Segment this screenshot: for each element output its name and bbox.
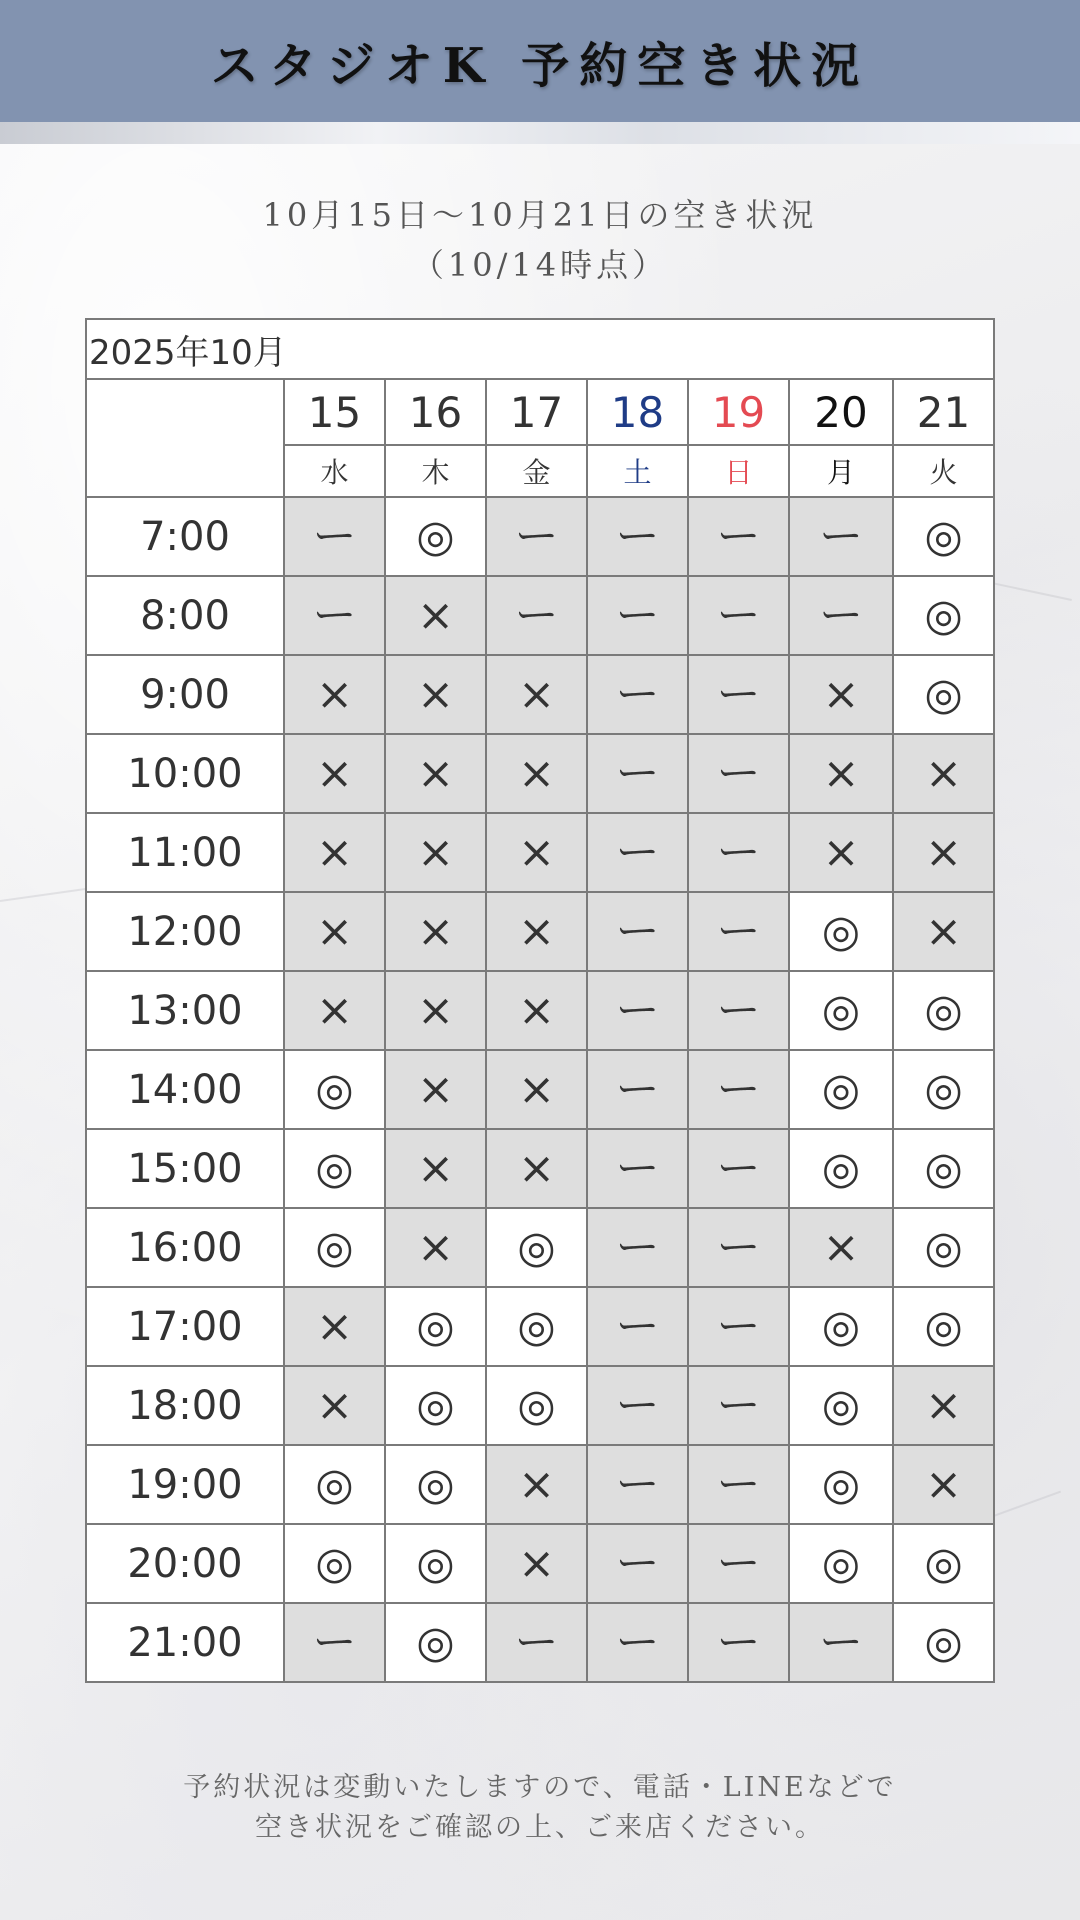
time-label: 16:00 bbox=[86, 1208, 284, 1287]
slot-booked: × bbox=[385, 734, 486, 813]
day-weekday-18: 土 bbox=[587, 445, 688, 497]
day-weekday-16: 木 bbox=[385, 445, 486, 497]
time-label: 12:00 bbox=[86, 892, 284, 971]
slot-unavailable: ー bbox=[688, 1129, 789, 1208]
slot-booked: × bbox=[893, 734, 994, 813]
page-title: スタジオK 予約空き状況 bbox=[210, 37, 870, 94]
slot-unavailable: ー bbox=[688, 1050, 789, 1129]
slot-unavailable: ー bbox=[587, 1129, 688, 1208]
slot-unavailable: ー bbox=[587, 1603, 688, 1682]
table-row bbox=[86, 1366, 994, 1445]
slot-available: ◎ bbox=[284, 1524, 385, 1603]
slot-booked: × bbox=[385, 971, 486, 1050]
day-weekday-19: 日 bbox=[688, 445, 789, 497]
slot-unavailable: ー bbox=[688, 1287, 789, 1366]
time-label: 21:00 bbox=[86, 1603, 284, 1682]
day-weekday-15: 水 bbox=[284, 445, 385, 497]
slot-unavailable: ー bbox=[587, 1287, 688, 1366]
slot-unavailable: ー bbox=[486, 1603, 587, 1682]
slot-available: ◎ bbox=[893, 576, 994, 655]
slot-booked: × bbox=[486, 1129, 587, 1208]
slot-available: ◎ bbox=[893, 1524, 994, 1603]
footer-note bbox=[0, 1768, 1080, 1848]
slot-available: ◎ bbox=[789, 1050, 893, 1129]
slot-available: ◎ bbox=[893, 1129, 994, 1208]
day-date-16: 16 bbox=[385, 379, 486, 445]
slot-available: ◎ bbox=[789, 1445, 893, 1524]
table-row bbox=[86, 1524, 994, 1603]
slot-unavailable: ー bbox=[789, 497, 893, 576]
time-column-header bbox=[86, 379, 284, 497]
schedule-as-of-date: （10/14時点） bbox=[411, 246, 669, 284]
slot-booked: × bbox=[486, 1524, 587, 1603]
availability-table bbox=[85, 318, 995, 1683]
slot-booked: × bbox=[486, 1050, 587, 1129]
slot-booked: × bbox=[789, 734, 893, 813]
slot-available: ◎ bbox=[385, 1366, 486, 1445]
slot-booked: × bbox=[385, 655, 486, 734]
slot-booked: × bbox=[385, 576, 486, 655]
table-row bbox=[86, 892, 994, 971]
slot-unavailable: ー bbox=[486, 497, 587, 576]
slot-unavailable: ー bbox=[688, 813, 789, 892]
slot-booked: × bbox=[789, 813, 893, 892]
schedule-period bbox=[0, 190, 1080, 290]
slot-available: ◎ bbox=[284, 1129, 385, 1208]
day-weekday-21: 火 bbox=[893, 445, 994, 497]
day-date-18: 18 bbox=[587, 379, 688, 445]
table-row bbox=[86, 655, 994, 734]
slot-unavailable: ー bbox=[688, 655, 789, 734]
slot-available: ◎ bbox=[385, 497, 486, 576]
slot-available: ◎ bbox=[893, 497, 994, 576]
slot-unavailable: ー bbox=[688, 1445, 789, 1524]
slot-available: ◎ bbox=[385, 1287, 486, 1366]
month-label: 2025年10月 bbox=[86, 319, 994, 379]
slot-available: ◎ bbox=[284, 1208, 385, 1287]
time-label: 13:00 bbox=[86, 971, 284, 1050]
table-row bbox=[86, 1129, 994, 1208]
slot-booked: × bbox=[486, 813, 587, 892]
slot-booked: × bbox=[893, 1445, 994, 1524]
slot-unavailable: ー bbox=[587, 1445, 688, 1524]
slot-unavailable: ー bbox=[587, 813, 688, 892]
table-row bbox=[86, 734, 994, 813]
slot-available: ◎ bbox=[385, 1603, 486, 1682]
slot-unavailable: ー bbox=[587, 497, 688, 576]
time-label: 17:00 bbox=[86, 1287, 284, 1366]
slot-booked: × bbox=[385, 892, 486, 971]
slot-unavailable: ー bbox=[688, 734, 789, 813]
day-date-15: 15 bbox=[284, 379, 385, 445]
slot-unavailable: ー bbox=[587, 1050, 688, 1129]
slot-available: ◎ bbox=[789, 1129, 893, 1208]
slot-unavailable: ー bbox=[587, 971, 688, 1050]
slot-unavailable: ー bbox=[688, 576, 789, 655]
slot-available: ◎ bbox=[486, 1208, 587, 1287]
slot-booked: × bbox=[385, 1050, 486, 1129]
slot-available: ◎ bbox=[893, 1287, 994, 1366]
slot-unavailable: ー bbox=[789, 1603, 893, 1682]
slot-unavailable: ー bbox=[688, 497, 789, 576]
table-row bbox=[86, 497, 994, 576]
slot-unavailable: ー bbox=[587, 655, 688, 734]
day-date-21: 21 bbox=[893, 379, 994, 445]
slot-booked: × bbox=[789, 655, 893, 734]
slot-booked: × bbox=[486, 892, 587, 971]
slot-booked: × bbox=[486, 1445, 587, 1524]
slot-available: ◎ bbox=[284, 1050, 385, 1129]
time-label: 11:00 bbox=[86, 813, 284, 892]
slot-booked: × bbox=[284, 1287, 385, 1366]
time-label: 15:00 bbox=[86, 1129, 284, 1208]
time-label: 14:00 bbox=[86, 1050, 284, 1129]
time-label: 19:00 bbox=[86, 1445, 284, 1524]
availability-table-container bbox=[85, 318, 993, 1683]
slot-available: ◎ bbox=[789, 1366, 893, 1445]
slot-booked: × bbox=[486, 655, 587, 734]
slot-unavailable: ー bbox=[284, 497, 385, 576]
slot-available: ◎ bbox=[893, 1603, 994, 1682]
slot-unavailable: ー bbox=[688, 1524, 789, 1603]
table-row bbox=[86, 1287, 994, 1366]
slot-booked: × bbox=[486, 971, 587, 1050]
slot-unavailable: ー bbox=[486, 576, 587, 655]
slot-available: ◎ bbox=[284, 1445, 385, 1524]
day-date-19: 19 bbox=[688, 379, 789, 445]
table-row bbox=[86, 813, 994, 892]
slot-booked: × bbox=[486, 734, 587, 813]
time-label: 20:00 bbox=[86, 1524, 284, 1603]
slot-unavailable: ー bbox=[284, 576, 385, 655]
day-date-20: 20 bbox=[789, 379, 893, 445]
slot-available: ◎ bbox=[385, 1524, 486, 1603]
time-label: 18:00 bbox=[86, 1366, 284, 1445]
slot-available: ◎ bbox=[385, 1445, 486, 1524]
slot-available: ◎ bbox=[789, 971, 893, 1050]
slot-booked: × bbox=[284, 1366, 385, 1445]
footer-note-line1: 予約状況は変動いたしますので、電話・LINEなどで bbox=[183, 1772, 897, 1803]
footer-note-line2: 空き状況をご確認の上、ご来店ください。 bbox=[255, 1812, 825, 1843]
schedule-date-range: 10月15日～10月21日の空き状況 bbox=[262, 196, 818, 234]
slot-unavailable: ー bbox=[688, 892, 789, 971]
table-row bbox=[86, 1050, 994, 1129]
slot-booked: × bbox=[385, 1129, 486, 1208]
slot-unavailable: ー bbox=[688, 1603, 789, 1682]
slot-booked: × bbox=[284, 813, 385, 892]
slot-unavailable: ー bbox=[688, 1208, 789, 1287]
slot-booked: × bbox=[284, 892, 385, 971]
slot-booked: × bbox=[284, 734, 385, 813]
day-weekday-17: 金 bbox=[486, 445, 587, 497]
table-row bbox=[86, 1208, 994, 1287]
slot-booked: × bbox=[893, 813, 994, 892]
time-label: 7:00 bbox=[86, 497, 284, 576]
slot-booked: × bbox=[385, 1208, 486, 1287]
day-weekday-20: 月 bbox=[789, 445, 893, 497]
slot-unavailable: ー bbox=[688, 1366, 789, 1445]
table-row bbox=[86, 1445, 994, 1524]
slot-booked: × bbox=[893, 1366, 994, 1445]
slot-unavailable: ー bbox=[587, 1208, 688, 1287]
table-row bbox=[86, 576, 994, 655]
header-divider-strip bbox=[0, 122, 1080, 144]
slot-unavailable: ー bbox=[587, 576, 688, 655]
day-date-17: 17 bbox=[486, 379, 587, 445]
slot-unavailable: ー bbox=[587, 1366, 688, 1445]
slot-booked: × bbox=[789, 1208, 893, 1287]
slot-available: ◎ bbox=[789, 1287, 893, 1366]
slot-unavailable: ー bbox=[284, 1603, 385, 1682]
slot-available: ◎ bbox=[789, 1524, 893, 1603]
time-label: 8:00 bbox=[86, 576, 284, 655]
slot-available: ◎ bbox=[789, 892, 893, 971]
slot-available: ◎ bbox=[893, 655, 994, 734]
slot-booked: × bbox=[284, 971, 385, 1050]
table-row bbox=[86, 1603, 994, 1682]
slot-booked: × bbox=[385, 813, 486, 892]
slot-unavailable: ー bbox=[587, 1524, 688, 1603]
slot-available: ◎ bbox=[893, 971, 994, 1050]
slot-available: ◎ bbox=[893, 1208, 994, 1287]
slot-booked: × bbox=[893, 892, 994, 971]
slot-available: ◎ bbox=[486, 1287, 587, 1366]
table-row bbox=[86, 971, 994, 1050]
time-label: 9:00 bbox=[86, 655, 284, 734]
slot-unavailable: ー bbox=[688, 971, 789, 1050]
slot-unavailable: ー bbox=[587, 734, 688, 813]
slot-unavailable: ー bbox=[789, 576, 893, 655]
slot-unavailable: ー bbox=[587, 892, 688, 971]
slot-available: ◎ bbox=[893, 1050, 994, 1129]
slot-booked: × bbox=[284, 655, 385, 734]
slot-available: ◎ bbox=[486, 1366, 587, 1445]
time-label: 10:00 bbox=[86, 734, 284, 813]
header-bar bbox=[0, 0, 1080, 122]
